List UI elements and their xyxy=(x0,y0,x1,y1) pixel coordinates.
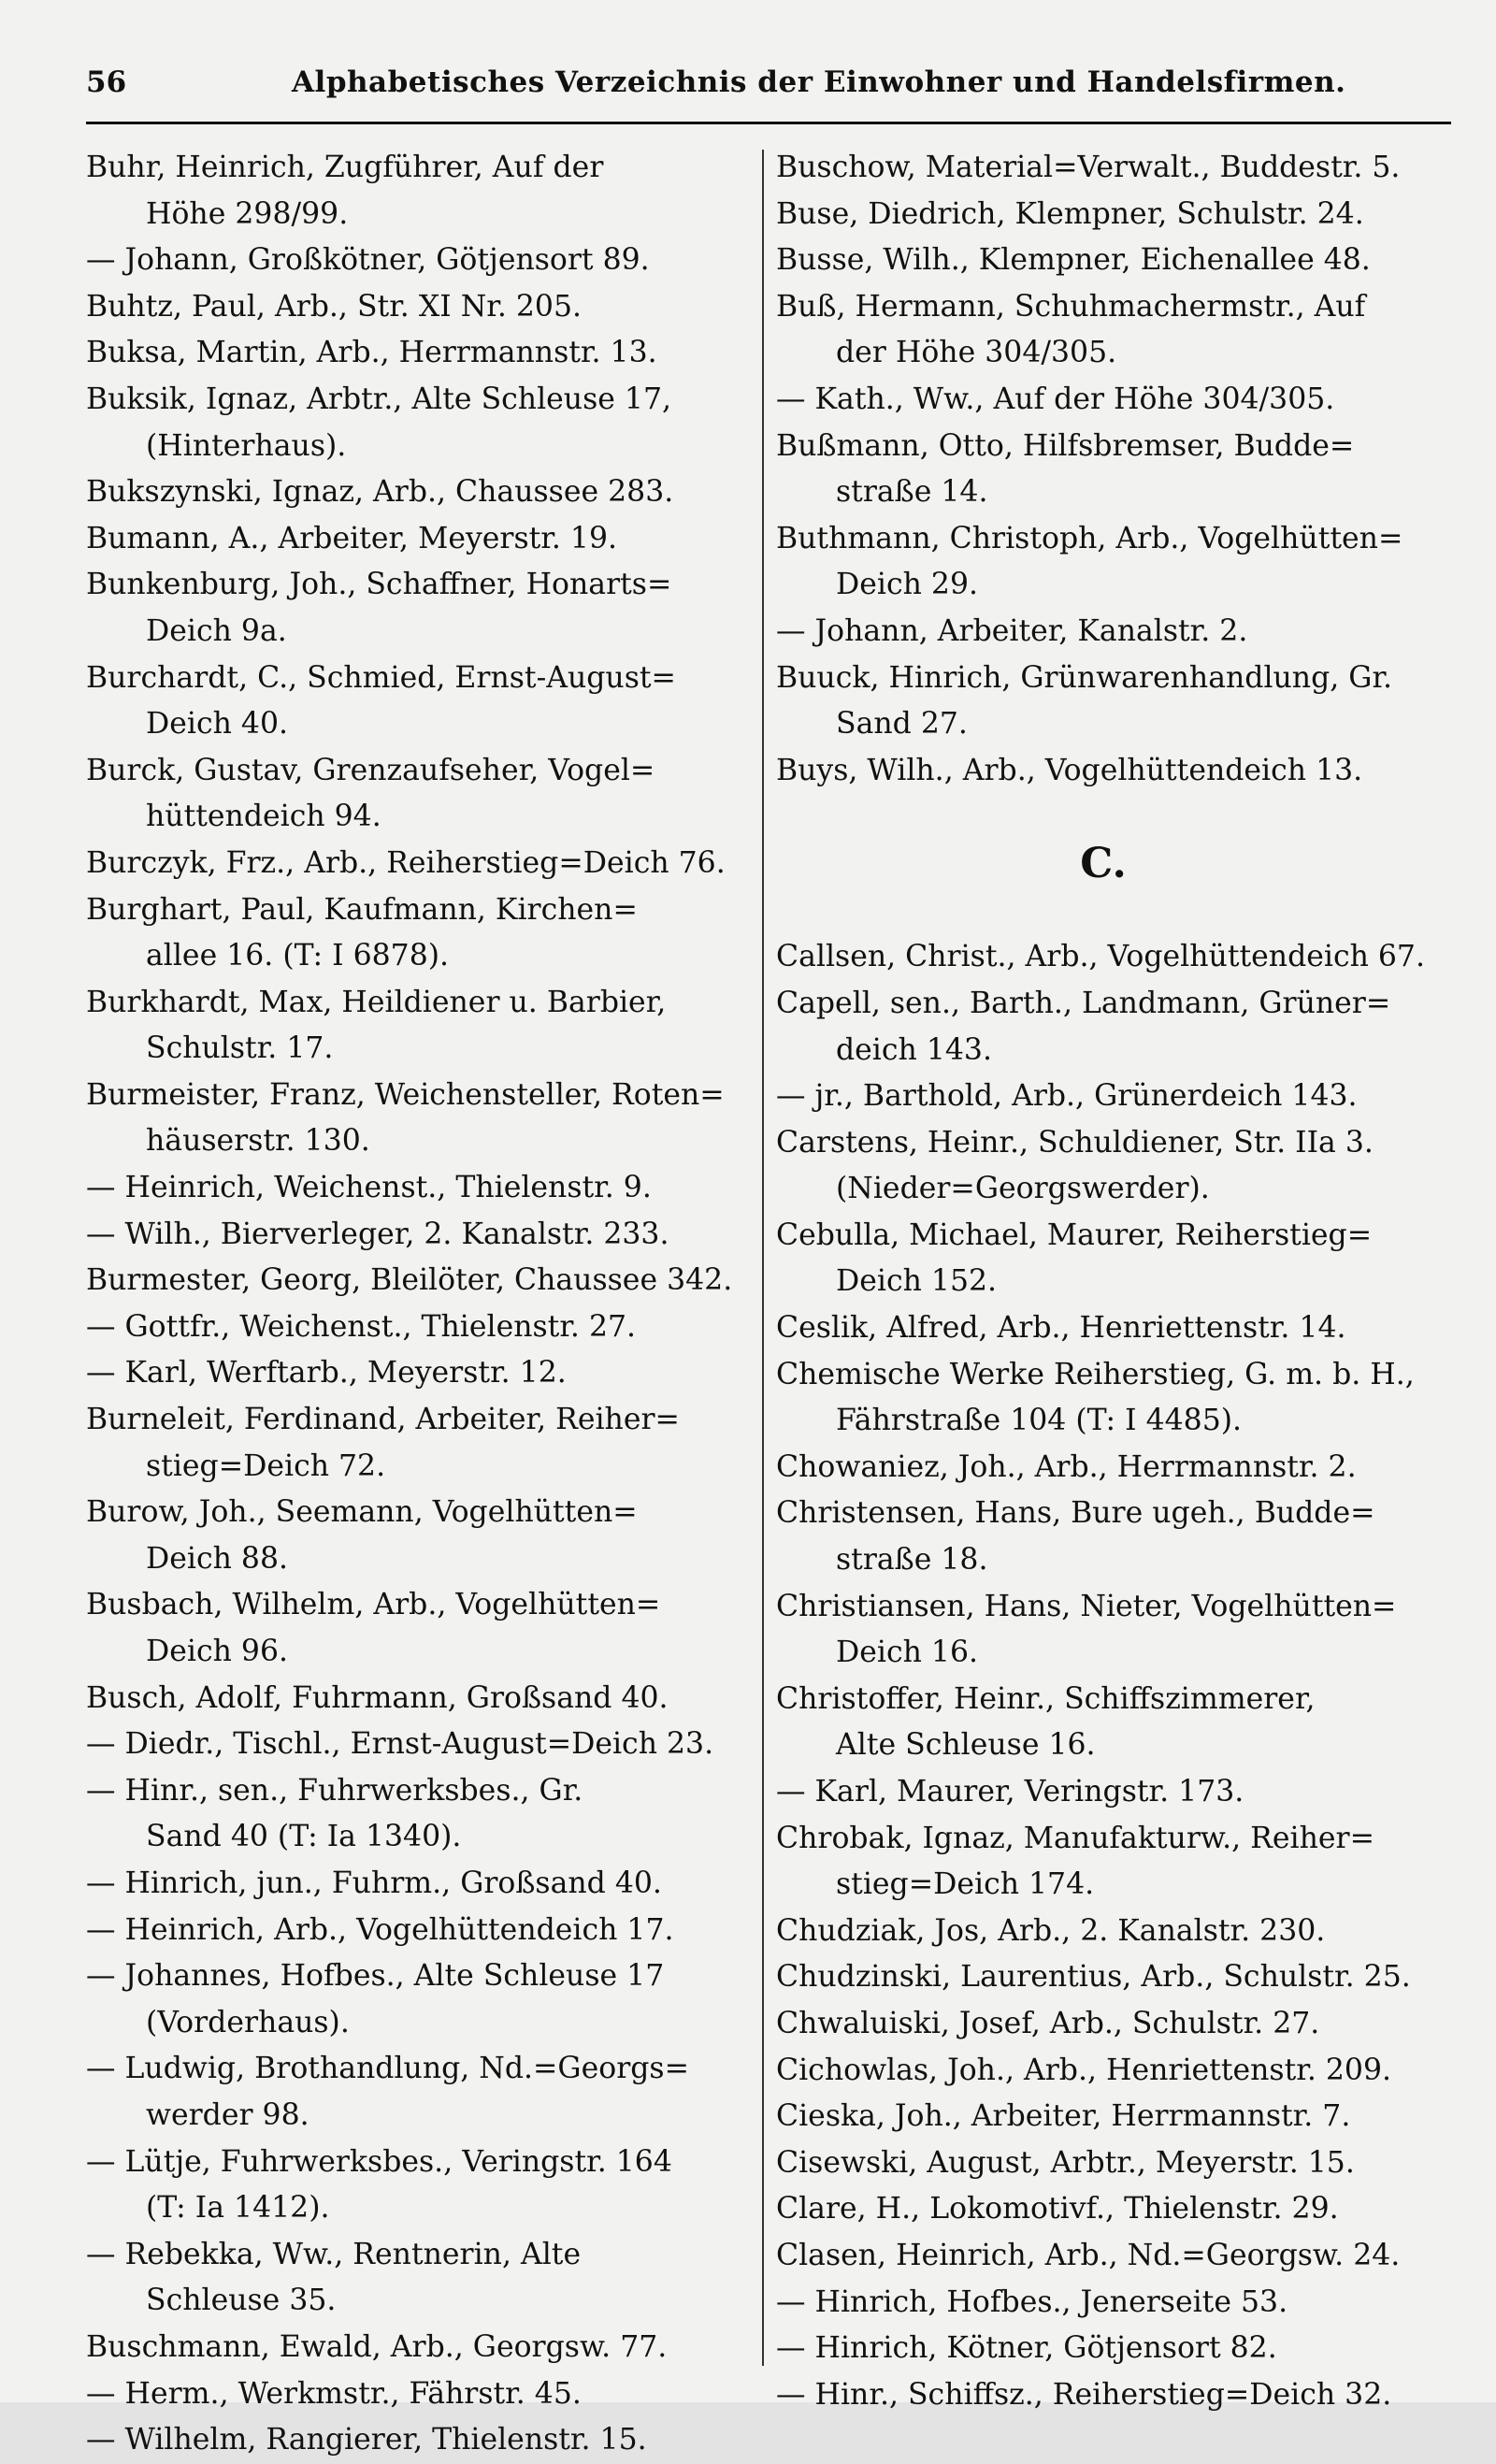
entry-line: Buksa, Martin, Arb., Herrmannstr. 13. xyxy=(86,336,657,370)
entry-line: Burmeister, Franz, Weichensteller, Roten= xyxy=(86,1077,725,1112)
entry-line: — jr., Barthold, Arb., Grünerdeich 143. xyxy=(776,1079,1358,1114)
entry-line: — Hinrich, jun., Fuhrm., Großsand 40. xyxy=(86,1866,662,1900)
directory-entry xyxy=(776,2326,1431,2372)
directory-entry xyxy=(86,1397,759,1490)
entry-line: — Gottfr., Weichenst., Thielenstr. 27. xyxy=(86,1309,637,1344)
directory-entry xyxy=(86,1582,759,1675)
entry-line: Chemische Werke Reiherstieg, G. m. b. H., xyxy=(776,1357,1415,1391)
directory-entry xyxy=(86,1212,759,1259)
directory-entry xyxy=(776,1213,1431,1305)
directory-entry xyxy=(86,841,759,887)
entry-line: Christensen, Hans, Bure ugeh., Budde= xyxy=(776,1496,1375,1531)
entry-line: Burchardt, C., Schmied, Ernst-August= xyxy=(86,660,676,695)
entry-line: Carstens, Heinr., Schuldiener, Str. IIa 3. xyxy=(776,1125,1374,1160)
directory-entry xyxy=(776,284,1431,377)
directory-entry xyxy=(776,2001,1431,2048)
entry-continuation: häuserstr. 130. xyxy=(146,1124,370,1159)
entry-line: — Hinrich, Kötner, Götjensort 82. xyxy=(776,2331,1277,2366)
entry-continuation: Sand 40 (T: Ia 1340). xyxy=(146,1820,462,1854)
entry-line: Chudziak, Jos, Arb., 2. Kanalstr. 230. xyxy=(776,1913,1326,1948)
directory-entry xyxy=(776,1584,1431,1677)
entry-line: Bußmann, Otto, Hilfsbremser, Budde= xyxy=(776,428,1355,463)
directory-entry xyxy=(776,748,1431,795)
directory-entry xyxy=(776,1677,1431,1769)
directory-entry xyxy=(776,1909,1431,1955)
entry-continuation: stieg=Deich 72. xyxy=(146,1448,386,1483)
entry-line: Cebulla, Michael, Maurer, Reiherstieg= xyxy=(776,1218,1373,1252)
entry-line: Buß, Hermann, Schuhmachermstr., Auf xyxy=(776,289,1366,324)
entry-continuation: Deich 9a. xyxy=(146,613,287,648)
entry-line: Chudzinski, Laurentius, Arb., Schulstr. 25. xyxy=(776,1960,1411,1995)
entry-line: Chrobak, Ignaz, Manufakturw., Reiher= xyxy=(776,1821,1374,1855)
left-column xyxy=(86,145,759,2464)
directory-entry xyxy=(776,2280,1431,2327)
directory-entry xyxy=(776,2094,1431,2140)
directory-entry xyxy=(86,1258,759,1304)
directory-entry xyxy=(86,2140,759,2232)
entry-line: Buschow, Material=Verwalt., Buddestr. 5. xyxy=(776,151,1401,184)
directory-entry xyxy=(86,1490,759,1582)
directory-entry xyxy=(776,1491,1431,1583)
entry-line: Buuck, Hinrich, Grünwarenhandlung, Gr. xyxy=(776,660,1393,695)
directory-entry xyxy=(86,1908,759,1954)
directory-entry xyxy=(776,656,1431,748)
entry-continuation: Deich 152. xyxy=(836,1264,998,1299)
entry-line: — Lütje, Fuhrwerksbes., Veringstr. 164 xyxy=(86,2144,672,2179)
entry-line: Burkhardt, Max, Heildiener u. Barbier, xyxy=(86,985,667,1019)
directory-entry xyxy=(86,562,759,655)
directory-entry xyxy=(86,330,759,377)
entry-line: Burmester, Georg, Bleilöter, Chaussee 342. xyxy=(86,1263,733,1298)
entry-line: — Diedr., Tischl., Ernst-August=Deich 23. xyxy=(86,1727,714,1762)
entry-line: Chowaniez, Joh., Arb., Herrmannstr. 2. xyxy=(776,1449,1357,1484)
entry-continuation: stieg=Deich 174. xyxy=(836,1867,1095,1902)
directory-entry xyxy=(86,1722,759,1768)
running-title: Alphabetisches Verzeichnis der Einwohner und Handelsfirmen. xyxy=(292,65,1346,99)
directory-entry xyxy=(776,2372,1431,2419)
entry-continuation: Deich 88. xyxy=(146,1541,289,1576)
directory-entry xyxy=(86,1165,759,1212)
entry-continuation: Deich 16. xyxy=(836,1635,979,1670)
entry-continuation: Deich 29. xyxy=(836,568,979,602)
entry-line: — Kath., Ww., Auf der Höhe 304/305. xyxy=(776,382,1335,416)
directory-entry xyxy=(86,2371,759,2418)
entry-continuation: Fährstraße 104 (T: I 4485). xyxy=(836,1404,1243,1438)
directory-entry xyxy=(86,1768,759,1861)
directory-entry xyxy=(86,516,759,563)
entry-line: Bukszynski, Ignaz, Arb., Chaussee 283. xyxy=(86,475,674,510)
directory-entry xyxy=(86,980,759,1073)
entry-continuation: Alte Schleuse 16. xyxy=(836,1728,1096,1763)
entry-continuation: Schleuse 35. xyxy=(146,2284,337,2318)
right-column-top xyxy=(776,145,1431,794)
entry-line: — Karl, Maurer, Veringstr. 173. xyxy=(776,1775,1244,1808)
directory-entry xyxy=(776,424,1431,516)
entry-line: — Hinrich, Hofbes., Jenerseite 53. xyxy=(776,2284,1288,2319)
entry-continuation: Deich 96. xyxy=(146,1635,289,1668)
entry-line: Buys, Wilh., Arb., Vogelhüttendeich 13. xyxy=(776,753,1363,787)
entry-line: Chwaluiski, Josef, Arb., Schulstr. 27. xyxy=(776,2006,1320,2040)
directory-entry xyxy=(86,748,759,841)
entry-line: — Heinrich, Weichenst., Thielenstr. 9. xyxy=(86,1171,652,1205)
directory-entry xyxy=(86,238,759,284)
entry-line: Ceslik, Alfred, Arb., Henriettenstr. 14. xyxy=(776,1311,1346,1346)
directory-entry xyxy=(776,609,1431,656)
entry-line: Busbach, Wilhelm, Arb., Vogelhütten= xyxy=(86,1588,661,1622)
directory-entry xyxy=(86,2325,759,2371)
directory-entry xyxy=(776,1305,1431,1352)
entry-line: Burow, Joh., Seemann, Vogelhütten= xyxy=(86,1495,638,1530)
entry-line: Buschmann, Ewald, Arb., Georgsw. 77. xyxy=(86,2329,668,2364)
page-header xyxy=(86,65,1451,124)
directory-entry xyxy=(86,1676,759,1722)
directory-entry xyxy=(776,981,1431,1073)
entry-line: Buksik, Ignaz, Arbtr., Alte Schleuse 17, xyxy=(86,382,672,416)
entry-continuation: (Nieder=Georgswerder). xyxy=(836,1172,1210,1206)
entry-line: Cieska, Joh., Arbeiter, Herrmannstr. 7. xyxy=(776,2099,1351,2134)
entry-line: — Johann, Arbeiter, Kanalstr. 2. xyxy=(776,613,1248,648)
directory-entry xyxy=(86,145,759,238)
entry-continuation: Schulstr. 17. xyxy=(146,1031,334,1066)
directory-entry xyxy=(776,2140,1431,2187)
entry-line: — Hinr., Schiffsz., Reiherstieg=Deich 32. xyxy=(776,2377,1392,2412)
entry-line: Clasen, Heinrich, Arb., Nd.=Georgsw. 24. xyxy=(776,2238,1401,2272)
directory-entry xyxy=(86,469,759,516)
entry-continuation: deich 143. xyxy=(836,1032,992,1067)
directory-entry xyxy=(86,1350,759,1397)
directory-entry xyxy=(86,656,759,748)
directory-entry xyxy=(86,2232,759,2325)
entry-continuation: straße 14. xyxy=(836,475,988,510)
entry-line: Cisewski, August, Arbtr., Meyerstr. 15. xyxy=(776,2145,1355,2180)
entry-line: Burneleit, Ferdinand, Arbeiter, Reiher= xyxy=(86,1403,680,1437)
directory-entry xyxy=(776,516,1431,609)
entry-line: Buse, Diedrich, Klempner, Schulstr. 24. xyxy=(776,196,1364,231)
directory-entry xyxy=(776,238,1431,284)
entry-line: — Ludwig, Brothandlung, Nd.=Georgs= xyxy=(86,2052,689,2086)
entry-line: Bumann, A., Arbeiter, Meyerstr. 19. xyxy=(86,521,618,555)
right-column-bottom xyxy=(776,934,1431,2418)
directory-entry xyxy=(86,2417,759,2464)
directory-entry xyxy=(86,1073,759,1165)
entry-line: Bunkenburg, Joh., Schaffner, Honarts= xyxy=(86,568,672,602)
entry-line: — Heinrich, Arb., Vogelhüttendeich 17. xyxy=(86,1912,674,1947)
entry-line: Capell, sen., Barth., Landmann, Grüner= xyxy=(776,986,1391,1020)
directory-entry xyxy=(86,284,759,331)
entry-continuation: Sand 27. xyxy=(836,707,968,742)
right-column xyxy=(776,145,1431,2418)
entry-line: Callsen, Christ., Arb., Vogelhüttendeich 67. xyxy=(776,940,1425,974)
directory-entry xyxy=(86,2046,759,2139)
directory-entry xyxy=(776,1954,1431,2001)
entry-line: — Hinr., sen., Fuhrwerksbes., Gr. xyxy=(86,1773,583,1808)
directory-entry xyxy=(776,2048,1431,2095)
entry-line: Cichowlas, Joh., Arb., Henriettenstr. 209. xyxy=(776,2053,1392,2087)
directory-entry xyxy=(776,1120,1431,1213)
entry-continuation: Höhe 298/99. xyxy=(146,196,349,231)
entry-line: Burck, Gustav, Grenzaufseher, Vogel= xyxy=(86,753,655,787)
directory-entry xyxy=(776,145,1431,192)
directory-entry xyxy=(776,377,1431,424)
directory-entry xyxy=(86,887,759,980)
entry-line: Burczyk, Frz., Arb., Reiherstieg=Deich 76. xyxy=(86,845,726,880)
entry-line: — Johann, Großkötner, Götjensort 89. xyxy=(86,243,650,278)
entry-line: Christoffer, Heinr., Schiffszimmerer, xyxy=(776,1681,1316,1716)
entry-line: — Wilh., Bierverleger, 2. Kanalstr. 233. xyxy=(86,1217,669,1251)
entry-line: Busch, Adolf, Fuhrmann, Großsand 40. xyxy=(86,1680,669,1715)
directory-entry xyxy=(776,192,1431,238)
entry-line: — Wilhelm, Rangierer, Thielenstr. 15. xyxy=(86,2423,647,2457)
column-divider xyxy=(762,150,764,2366)
entry-continuation: (T: Ia 1412). xyxy=(146,2191,330,2226)
directory-entry xyxy=(776,1352,1431,1445)
entry-line: Buhr, Heinrich, Zugführer, Auf der xyxy=(86,151,604,184)
entry-continuation: allee 16. (T: I 6878). xyxy=(146,939,450,973)
directory-entry xyxy=(86,377,759,469)
directory-entry xyxy=(776,1769,1431,1816)
directory-entry xyxy=(776,1816,1431,1909)
entry-line: — Rebekka, Ww., Rentnerin, Alte xyxy=(86,2237,582,2271)
page-number: 56 xyxy=(86,65,127,99)
directory-entry xyxy=(776,1073,1431,1120)
directory-entry xyxy=(776,2233,1431,2280)
entry-line: Buhtz, Paul, Arb., Str. XI Nr. 205. xyxy=(86,289,583,324)
entry-line: — Herm., Werkmstr., Fährstr. 45. xyxy=(86,2376,582,2411)
directory-entry xyxy=(86,1304,759,1351)
entry-line: Christiansen, Hans, Nieter, Vogelhütten= xyxy=(776,1589,1397,1623)
entry-continuation: (Vorderhaus). xyxy=(146,2005,350,2039)
entry-continuation: Deich 40. xyxy=(146,707,289,742)
entry-continuation: straße 18. xyxy=(836,1543,988,1578)
directory-entry xyxy=(86,1861,759,1908)
directory-entry xyxy=(86,1953,759,2046)
entry-continuation: werder 98. xyxy=(146,2097,309,2132)
entry-continuation: der Höhe 304/305. xyxy=(836,336,1117,370)
entry-continuation: (Hinterhaus). xyxy=(146,428,347,463)
entry-line: Clare, H., Lokomotivf., Thielenstr. 29. xyxy=(776,2192,1339,2226)
entry-line: Buthmann, Christoph, Arb., Vogelhütten= xyxy=(776,521,1403,555)
entry-line: — Karl, Werftarb., Meyerstr. 12. xyxy=(86,1356,567,1391)
entry-line: — Johannes, Hofbes., Alte Schleuse 17 xyxy=(86,1959,665,1994)
entry-line: Burghart, Paul, Kaufmann, Kirchen= xyxy=(86,892,638,927)
entry-continuation: hüttendeich 94. xyxy=(146,800,381,834)
directory-entry xyxy=(776,1445,1431,1491)
directory-entry xyxy=(776,2186,1431,2233)
entry-line: Busse, Wilh., Klempner, Eichenallee 48. xyxy=(776,243,1371,278)
section-letter: C. xyxy=(1080,840,1127,888)
directory-entry xyxy=(776,934,1431,981)
